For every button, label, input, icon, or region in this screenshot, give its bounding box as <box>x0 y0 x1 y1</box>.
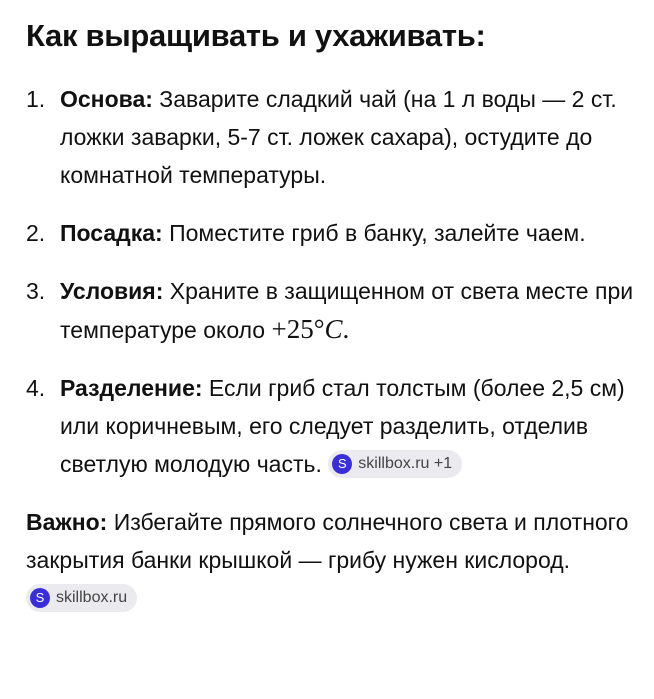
step-text: Заварите сладкий чай (на 1 л воды — 2 ст. ложки заварки, 5-7 ст. ложек сахара), остудите до комнатной температуры. <box>60 86 617 188</box>
step-number: 4. <box>26 375 46 401</box>
source-chip[interactable] <box>26 584 137 612</box>
source-chip[interactable] <box>328 450 462 478</box>
step-item <box>26 272 634 349</box>
important-text: Избегайте прямого солнечного света и плотного закрытия банки крышкой — грибу нужен кислород. <box>26 509 629 573</box>
important-label: Важно: <box>26 509 108 535</box>
step-number: 3. <box>26 278 46 304</box>
temperature-formula: +25°C. <box>271 314 350 344</box>
step-number: 1. <box>26 86 46 112</box>
step-item <box>26 369 634 483</box>
step-number: 2. <box>26 220 46 246</box>
source-logo-icon: S <box>332 454 352 474</box>
source-logo-icon: S <box>30 588 50 608</box>
step-item <box>26 80 634 194</box>
source-label: skillbox.ru +1 <box>358 454 453 472</box>
step-label: Основа: <box>60 86 153 112</box>
steps-list <box>26 80 634 483</box>
step-label: Посадка: <box>60 220 163 246</box>
step-label: Разделение: <box>60 375 203 401</box>
important-note <box>26 503 634 617</box>
step-item <box>26 214 634 252</box>
section-title: Как выращивать и ухаживать: <box>26 18 486 53</box>
step-label: Условия: <box>60 278 164 304</box>
step-text: Поместите гриб в банку, залейте чаем. <box>162 220 586 246</box>
step-text: Если гриб стал толстым (более 2,5 см) или коричневым, его следует разделить, отделив светлую молодую часть. <box>60 375 625 477</box>
source-label: skillbox.ru <box>56 588 128 606</box>
step-text: Храните в защищенном от света месте при температуре около <box>60 278 634 343</box>
